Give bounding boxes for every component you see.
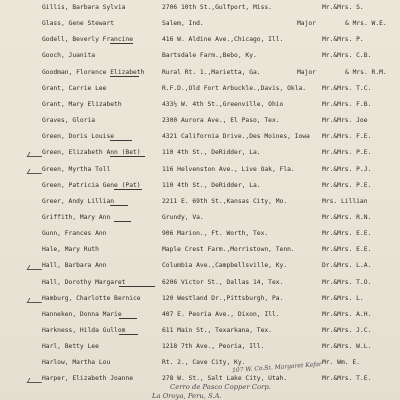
handwritten-scribble: 107 W. Co.St. Margaret Kefar [231,360,323,375]
home-address: 116 Helvenston Ave., Live Oak, Fla. [162,165,295,173]
parent-name: Mr.&Mrs. J.C. [322,327,372,334]
home-address: Columbia Ave.,Campbellsville, Ky. [162,262,288,270]
parent-name: Mr.&Mrs. E.E. [322,246,372,254]
parent-name: Mr. Wm. E. [322,359,360,367]
list-item [0,211,400,225]
parent-name: Mr.&Mrs. W.L. [322,343,372,351]
pencil-underline [110,140,132,141]
parent-name: Mr.&Mrs. C.B. [322,52,372,60]
parent-name: Mr.&Mrs. S. [322,4,364,11]
home-address: 416 W. Aldine Ave.,Chicago, Ill. [162,36,284,44]
list-item [0,98,400,112]
home-address: 407 E. Peoria Ave., Dixon, Ill. [162,310,280,318]
home-address: 6206 Victor St., Dallas 14, Tex. [162,278,284,286]
pencil-underline [119,318,137,319]
home-address: 611 Main St., Texarkana, Tex. [162,327,272,334]
list-item [0,340,400,354]
home-address: Rt. 2., Cave City, Ky. [162,359,246,367]
parent-rank: Major [297,20,316,28]
list-item [0,243,400,257]
pencil-underline [114,189,142,190]
home-address: 2211 E. 69th St.,Kansas City, Mo. [162,197,288,205]
parent-name: Mr.&Mrs. P.E. [322,181,372,189]
list-item [0,179,400,193]
list-item [0,1,400,15]
student-name: Gooch, Juanita [42,52,96,60]
home-address: 1218 7th Ave., Peoria, Ill. [162,343,265,351]
parent-rank: Major [297,68,316,76]
student-name: Gillis, Barbara Sylvia [42,4,126,11]
parent-name: Mr.&Mrs. F.E. [322,133,372,141]
pencil-underline [119,334,138,335]
student-name: Green, Myrtha Toll [42,165,111,173]
parent-name: Mr.&Mrs. A.H. [322,310,372,318]
student-name: Grant, Carrie Lee [42,84,107,92]
pencil-underline [110,205,128,206]
student-name: Green, Elizabeth Ann (Bet) [42,149,141,157]
list-item [0,356,400,370]
student-name: Godell, Beverly Francine [42,36,133,44]
home-address: 906 Marion., Ft. Worth, Tex. [162,230,269,238]
parent-name: Mrs. Lillian [322,197,368,205]
parent-name: Mr.&Mrs. P. [322,36,364,44]
list-item [0,17,400,31]
parent-name: Mr.&Mrs. Joe [322,117,368,125]
parent-name: Mr.&Mrs. T.C. [322,84,372,92]
list-item [0,308,400,322]
check-mark-icon [27,152,45,157]
check-mark-icon [27,298,45,303]
list-item [0,82,400,96]
student-name: Harl, Betty Lee [42,343,99,351]
parent-name: Mr.&Mrs. T.E. [322,375,372,383]
home-address: 110 4th St., DeRidder, La. [162,149,261,157]
check-mark-icon [27,265,45,270]
student-name: Gunn, Frances Ann [42,230,107,238]
pencil-underline [119,286,155,287]
parent-name: Mr.&Mrs. P.E. [322,149,372,157]
student-name: Goodman, Florence Elizabeth [42,68,145,76]
parent-name: Mr.&Mrs. L. [322,294,364,302]
home-address: Salem, Ind. [162,20,204,28]
home-address: 110 4th St., DeRidder, La. [162,181,261,189]
home-address: 120 Westland Dr.,Pittsburgh, Pa. [162,294,284,302]
list-item [0,114,400,128]
list-item [0,324,400,338]
parent-name: Mr.&Mrs. T.O. [322,278,372,286]
student-name: Hall, Barbara Ann [42,262,107,270]
home-address: 2706 10th St.,Gulfport, Miss. [162,4,272,11]
list-item [0,130,400,144]
home-address: Grundy, Va. [162,213,204,221]
list-item [0,33,400,47]
list-item [0,163,400,177]
pencil-underline [110,76,139,77]
home-address: 433½ W. 4th St.,Greenville, Ohio [162,100,284,108]
parent-name: & Mrs. W.E. [345,20,387,28]
student-name: Harper, Elizabeth Joanne [42,375,133,383]
list-item [0,259,400,273]
list-item [0,227,400,241]
home-address: Maple Crest Farm.,Morristown, Tenn. [162,246,295,254]
home-address: 4321 California Drive.,Des Moines, Iowa [162,133,310,141]
pencil-underline [110,43,133,44]
list-item [0,292,400,306]
student-name: Graves, Gloria [42,117,96,125]
pencil-underline [114,221,131,222]
home-address: Rural Rt. 1.,Marietta, Ga. [162,68,261,76]
parent-name: & Mrs. R.M. [345,68,387,76]
list-item [0,195,400,209]
parent-name: Mr.&Mrs. F.B. [322,100,372,108]
parent-name: Mr.&Mrs. P.J. [322,165,372,173]
list-item [0,66,400,80]
list-item [0,146,400,160]
student-name: Hanneken, Donna Marie [42,310,122,318]
home-address: Bartsdale Farm.,Bebo, Ky. [162,52,257,60]
student-name: Hall, Dorothy Margaret [42,278,126,286]
student-name: Green, Patricia Gene (Pat) [42,181,141,189]
parent-name: Dr.&Mrs. L.A. [322,262,372,270]
check-mark-icon [27,169,45,174]
home-address: 278 W. St., Salt Lake City, Utah. [162,375,288,383]
student-name: Griffith, Mary Ann [42,213,111,221]
handwritten-location: La Oroya, Peru, S.A. [152,392,222,400]
home-address: 2300 Aurora Ave., El Paso, Tex. [162,117,280,125]
list-item [0,49,400,63]
student-name: Green, Doris Louise [42,133,115,141]
student-name: Hale, Mary Ruth [42,246,99,254]
student-name: Harlow, Martha Lou [42,359,111,367]
list-item [0,276,400,290]
home-address: R.F.D.,Old Fort Arbuckle.,Davis, Okla. [162,84,307,92]
handwritten-note: Cerro de Pasco Copper Corp. [170,383,271,391]
student-name: Grant, Mary Elizabeth [42,100,122,108]
parent-name: Mr.&Mrs. R.N. [322,213,372,221]
pencil-underline [110,156,145,157]
student-name: Harkness, Hilda Gullom [42,327,126,334]
parent-name: Mr.&Mrs. E.E. [322,230,372,238]
student-name: Glass, Gene Stewart [42,20,115,28]
student-name: Hamburg, Charlotte Bernice [42,294,141,302]
student-name: Greer, Andy Lillian [42,197,115,205]
